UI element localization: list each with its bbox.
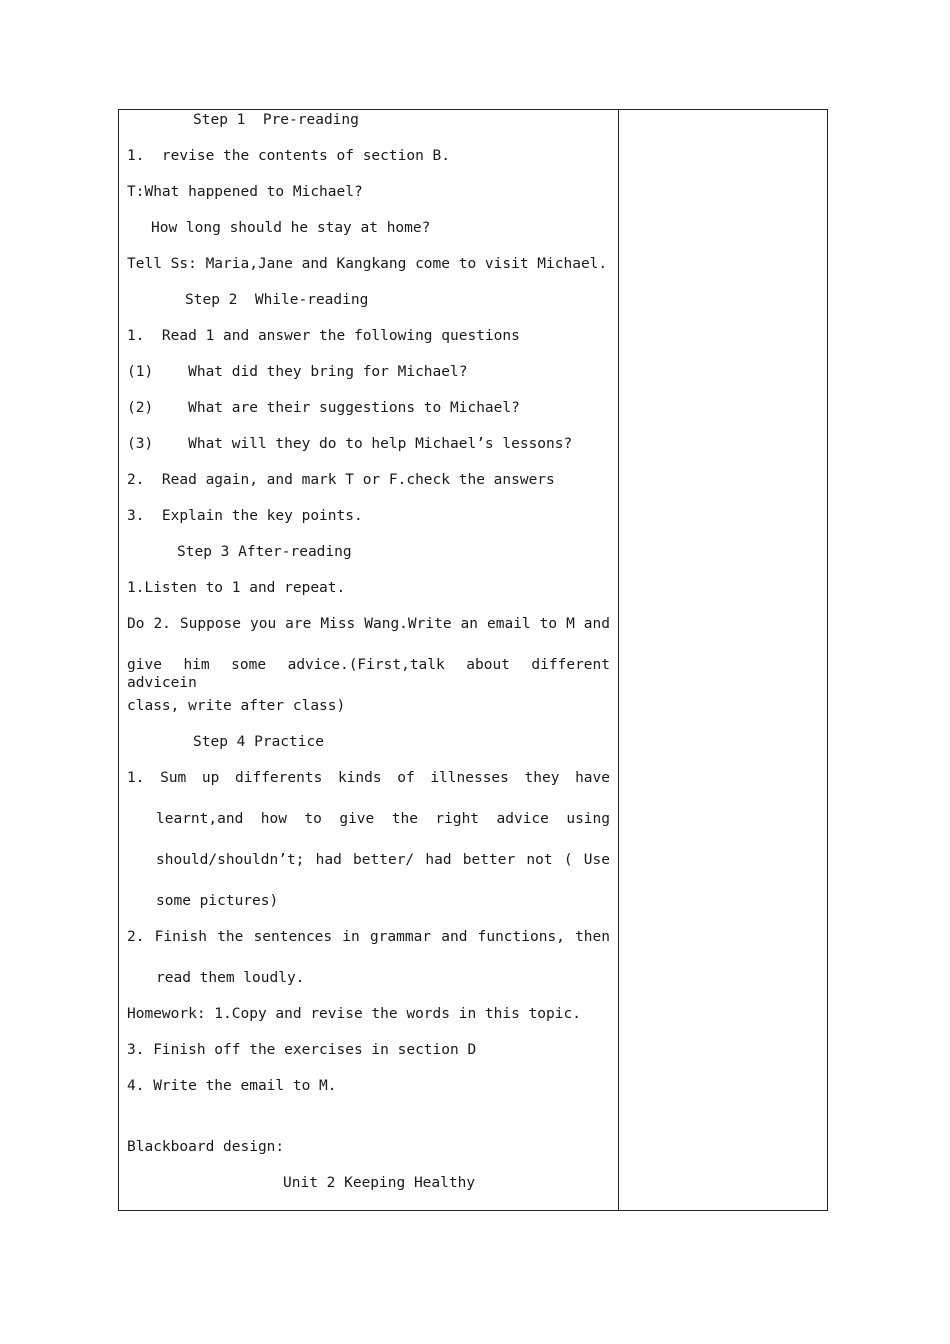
step3-heading: Step 3 After-reading bbox=[177, 544, 352, 560]
question-2: (2) What are their suggestions to Michael? bbox=[127, 400, 520, 416]
question-3: (3) What will they do to help Michael’s lessons? bbox=[127, 436, 573, 452]
step2-item-3: 3. Explain the key points. bbox=[127, 508, 363, 524]
notes-cell bbox=[619, 110, 827, 1210]
homework-item-4: 4. Write the email to M. bbox=[127, 1078, 337, 1094]
do2-line-3: class, write after class) bbox=[127, 698, 346, 714]
do2-line-1: Do 2. Suppose you are Miss Wang.Write an email to M and bbox=[127, 616, 610, 632]
practice1-line-4: some pictures) bbox=[156, 893, 279, 909]
blackboard-label: Blackboard design: bbox=[127, 1139, 285, 1155]
step4-heading: Step 4 Practice bbox=[193, 734, 324, 750]
step2-heading: Step 2 While-reading bbox=[185, 292, 369, 308]
practice1-line-1: 1. Sum up differents kinds of illnesses they have bbox=[127, 770, 610, 786]
step1-heading: Step 1 Pre-reading bbox=[193, 112, 359, 128]
practice2-line-2: read them loudly. bbox=[156, 970, 305, 986]
step2-item-1: 1. Read 1 and answer the following questions bbox=[127, 328, 520, 344]
practice1-line-3: should/shouldn’t; had better/ had better not ( Use bbox=[156, 852, 610, 868]
homework-item-3: 3. Finish off the exercises in section D bbox=[127, 1042, 477, 1058]
lesson-plan-table bbox=[118, 109, 828, 1211]
step1-item-1: 1. revise the contents of section B. bbox=[127, 148, 451, 164]
step2-item-2: 2. Read again, and mark T or F.check the answers bbox=[127, 472, 555, 488]
practice1-line-2: learnt,and how to give the right advice using bbox=[156, 811, 610, 827]
lesson-content-cell bbox=[119, 110, 619, 1210]
question-what-happened: T:What happened to Michael? bbox=[127, 184, 363, 200]
do2-line-2: give him some advice.(First,talk about different advicein bbox=[127, 657, 610, 691]
step3-item-1: 1.Listen to 1 and repeat. bbox=[127, 580, 346, 596]
homework-line: Homework: 1.Copy and revise the words in this topic. bbox=[127, 1006, 581, 1022]
tell-students: Tell Ss: Maria,Jane and Kangkang come to visit Michael. bbox=[127, 256, 608, 272]
practice2-line-1: 2. Finish the sentences in grammar and functions, then bbox=[127, 929, 610, 945]
blackboard-title: Unit 2 Keeping Healthy bbox=[283, 1175, 476, 1191]
question-1: (1) What did they bring for Michael? bbox=[127, 364, 468, 380]
question-how-long: How long should he stay at home? bbox=[151, 220, 431, 236]
